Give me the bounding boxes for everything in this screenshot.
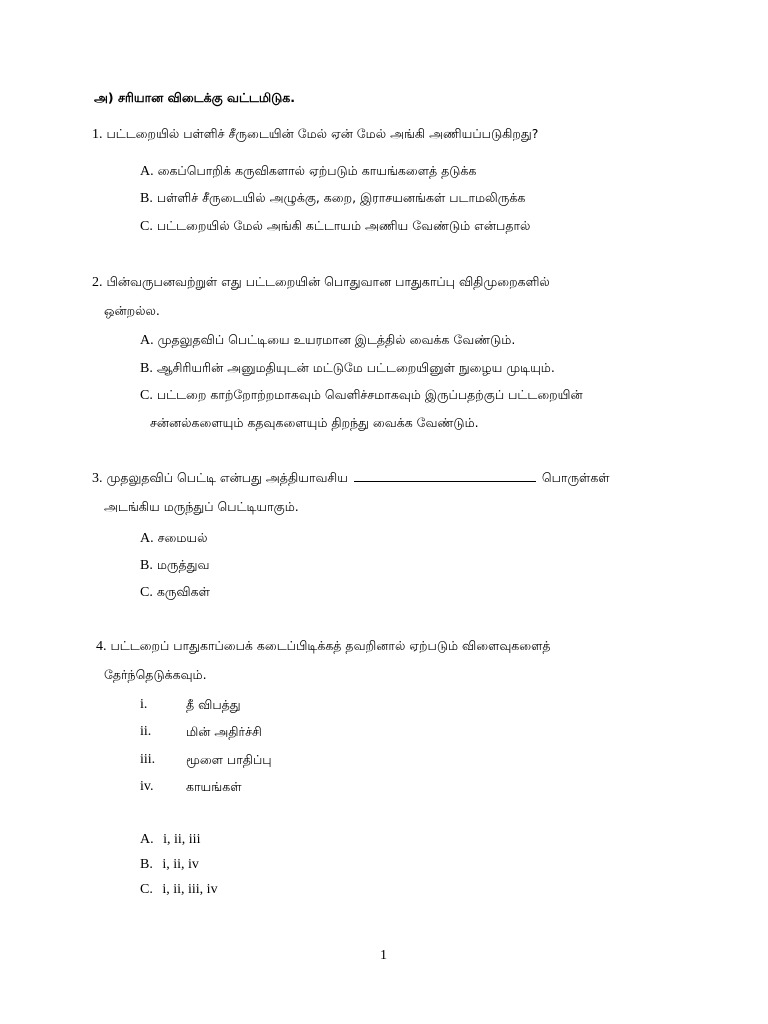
question-2-text-line2: ஒன்றல்ல. [104, 303, 160, 318]
question-4-text-line1: பட்டறைப் பாதுகாப்பைக் கடைப்பிடிக்கத் தவறினால் ஏற்படும் விளைவுகளைத் [110, 638, 551, 653]
roman-item-text: மின் அதிர்ச்சி [186, 724, 262, 739]
option-text: i, ii, iii [163, 832, 201, 847]
option-label: B. [140, 857, 153, 872]
question-4-option-b[interactable] [140, 857, 199, 873]
question-2-option-c[interactable] [140, 387, 583, 404]
question-1-option-a[interactable] [140, 163, 476, 180]
question-4 [96, 638, 551, 655]
roman-item-number: iv. [140, 779, 154, 794]
roman-item-text: காயங்கள் [186, 779, 242, 794]
question-4-number: 4. [96, 639, 107, 654]
question-1-option-c[interactable] [140, 218, 530, 235]
option-text: பள்ளிச் சீருடையில் அழுக்கு, கறை, இராசயனங்கள் படாமலிருக்க [156, 190, 526, 205]
question-3-option-b[interactable] [140, 557, 209, 574]
question-2-number: 2. [92, 275, 103, 290]
roman-item-number: iii. [140, 752, 156, 767]
question-2 [92, 274, 550, 291]
question-2-option-a[interactable] [140, 332, 515, 349]
option-text: கருவிகள் [156, 584, 210, 599]
option-label: C. [140, 882, 153, 897]
option-label: C. [140, 585, 153, 600]
option-text: முதலுதவிப் பெட்டியை உயரமான இடத்தில் வைக்க வேண்டும். [157, 332, 516, 347]
option-label: A. [140, 531, 154, 546]
option-label: B. [140, 191, 153, 206]
roman-item-text: மூளை பாதிப்பு [186, 752, 272, 767]
question-3-option-c[interactable] [140, 584, 210, 601]
option-text: மருத்துவ [156, 557, 210, 572]
section-heading: அ) சரியான விடைக்கு வட்டமிடுக. [94, 90, 296, 105]
question-2-option-c-continued: சன்னல்களையும் கதவுகளையும் திறந்து வைக்க வேண்டும். [150, 415, 479, 430]
question-1 [92, 126, 538, 143]
question-3-text-before: முதலுதவிப் பெட்டி என்பது அத்தியாவசிய [106, 470, 348, 485]
roman-item-text: தீ விபத்து [186, 697, 241, 712]
option-text: சமையல் [157, 530, 208, 545]
option-text: பட்டறையில் மேல் அங்கி கட்டாயம் அணிய வேண்டும் என்பதால் [156, 218, 531, 233]
question-3-text-after: பொருள்கள் [541, 470, 610, 485]
answer-blank[interactable] [354, 471, 536, 482]
question-4-option-c[interactable] [140, 882, 218, 898]
option-text: ஆசிரியரின் அனுமதியுடன் மட்டுமே பட்டறையினுள் நுழைய முடியும். [156, 360, 555, 375]
option-label: A. [140, 164, 154, 179]
option-label: B. [140, 361, 153, 376]
question-1-text: பட்டறையில் பள்ளிச் சீருடையின் மேல் ஏன் மேல் அங்கி அணியப்படுகிறது? [106, 126, 539, 141]
page-number: 1 [380, 948, 387, 963]
option-text: கைப்பொறிக் கருவிகளால் ஏற்படும் காயங்களைத் தடுக்க [157, 163, 477, 178]
question-1-number: 1. [92, 127, 103, 142]
question-2-option-b[interactable] [140, 360, 555, 377]
option-text: பட்டறை காற்றோற்றமாகவும் வெளிச்சமாகவும் இருப்பதற்குப் பட்டறையின் [156, 387, 583, 402]
option-label: C. [140, 219, 153, 234]
option-text: i, ii, iii, iv [162, 882, 218, 897]
roman-item-number: ii. [140, 724, 152, 739]
option-label: A. [140, 333, 154, 348]
question-3-text-line2: அடங்கிய மருந்துப் பெட்டியாகும். [104, 499, 299, 514]
question-3-option-a[interactable] [140, 530, 208, 547]
question-1-option-b[interactable] [140, 190, 525, 207]
question-4-option-a[interactable] [140, 832, 200, 848]
option-label: C. [140, 388, 153, 403]
option-label: A. [140, 832, 154, 847]
question-2-text-line1: பின்வருபனவற்றுள் எது பட்டறையின் பொதுவான பாதுகாப்பு விதிமுறைகளில் [106, 274, 550, 289]
option-text: i, ii, iv [162, 857, 199, 872]
question-4-text-line2: தேர்ந்தெடுக்கவும். [104, 667, 207, 682]
roman-item-number: i. [140, 697, 148, 712]
question-3 [92, 470, 610, 487]
option-label: B. [140, 558, 153, 573]
question-3-number: 3. [92, 471, 103, 486]
